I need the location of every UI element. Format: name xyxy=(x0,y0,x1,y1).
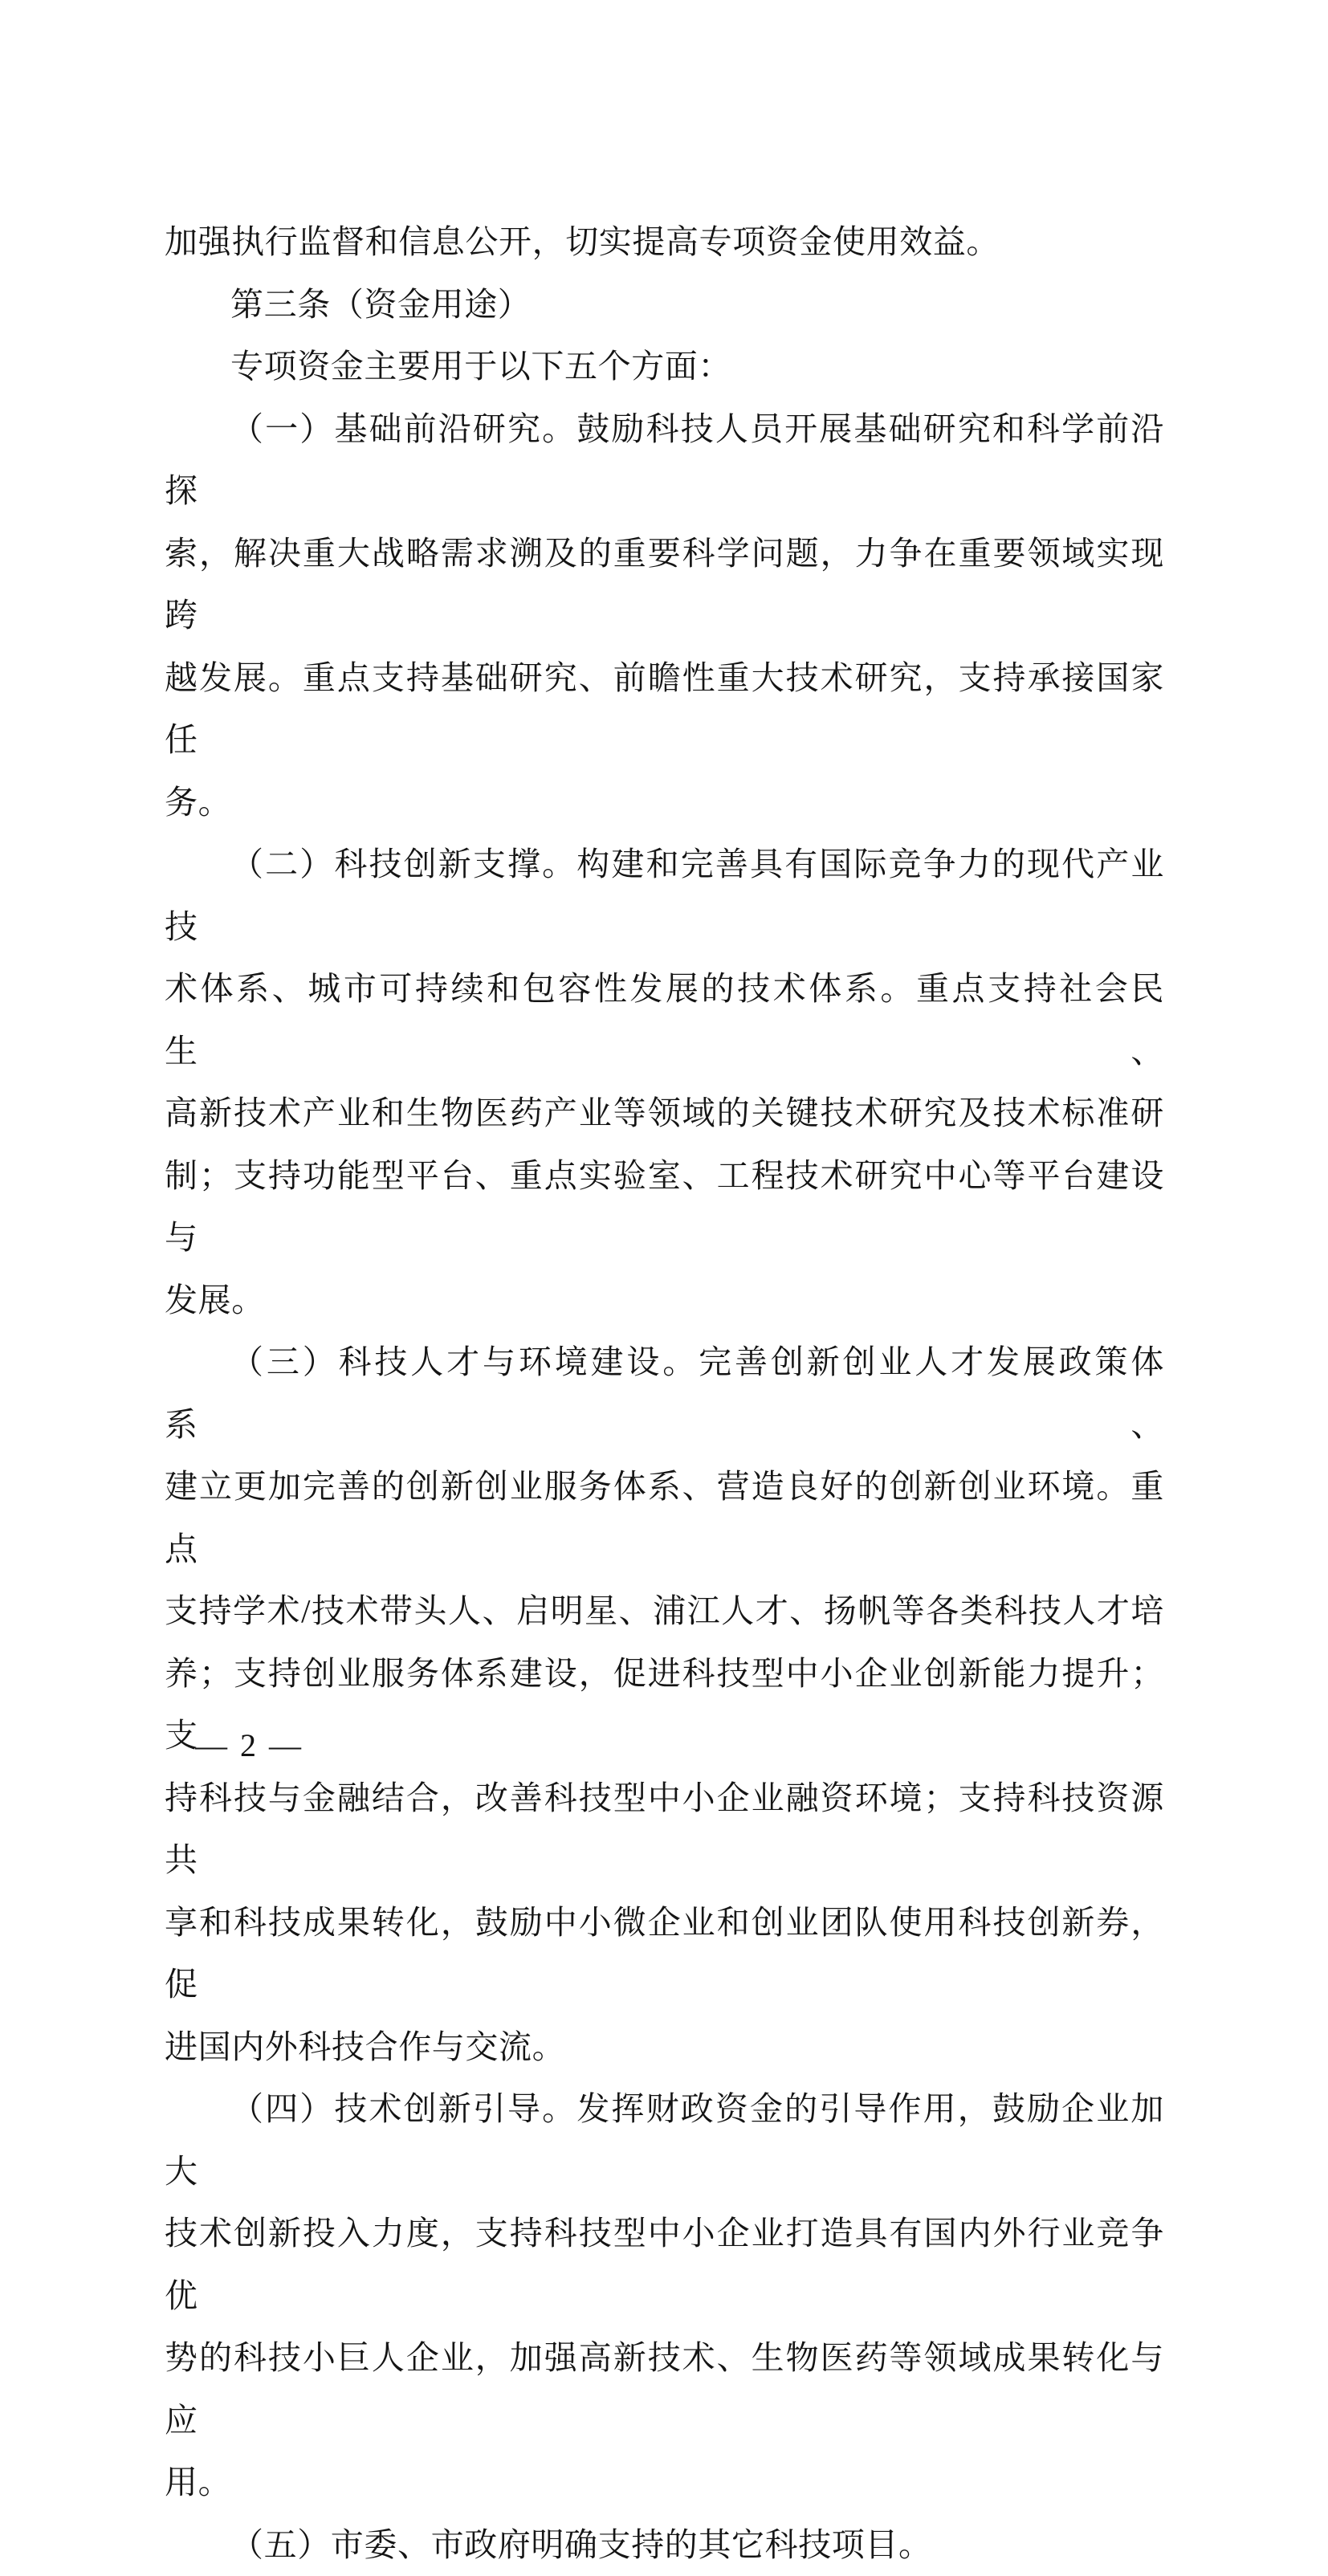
page-number: — 2 — xyxy=(195,1726,303,1764)
article-3-heading xyxy=(165,274,1164,336)
text-line: 高新技术产业和生物医药产业等领域的关键技术研究及技术标准研 xyxy=(165,1082,1164,1145)
continuation-paragraph xyxy=(165,211,1164,274)
text-line: 第三条（资金用途） xyxy=(165,274,1164,336)
funds-usage-intro xyxy=(165,336,1164,398)
text-line: 进国内外科技合作与交流。 xyxy=(165,2016,1164,2079)
text-line: 持科技与金融结合，改善科技型中小企业融资环境；支持科技资源共 xyxy=(165,1767,1164,1892)
text-line: 加强执行监督和信息公开，切实提高专项资金使用效益。 xyxy=(165,211,1164,274)
item-3-talent-and-environment xyxy=(165,1331,1164,2078)
text-line: 养；支持创业服务体系建设，促进科技型中小企业创新能力提升；支 xyxy=(165,1643,1164,1767)
text-line: 术体系、城市可持续和包容性发展的技术体系。重点支持社会民生、 xyxy=(165,958,1164,1082)
text-line: （四）技术创新引导。发挥财政资金的引导作用，鼓励企业加大 xyxy=(165,2078,1164,2203)
text-line: 享和科技成果转化，鼓励中小微企业和创业团队使用科技创新券，促 xyxy=(165,1892,1164,2016)
text-line: 技术创新投入力度，支持科技型中小企业打造具有国内外行业竞争优 xyxy=(165,2203,1164,2327)
item-5-other-projects xyxy=(165,2514,1164,2576)
text-line: 建立更加完善的创新创业服务体系、营造良好的创新创业环境。重点 xyxy=(165,1456,1164,1580)
text-line: 索，解决重大战略需求溯及的重要科学问题，力争在重要领域实现跨 xyxy=(165,523,1164,647)
text-line: 发展。 xyxy=(165,1270,1164,1332)
text-line: 专项资金主要用于以下五个方面： xyxy=(165,336,1164,398)
text-line: （二）科技创新支撑。构建和完善具有国际竞争力的现代产业技 xyxy=(165,834,1164,958)
text-line: 支持学术/技术带头人、启明星、浦江人才、扬帆等各类科技人才培 xyxy=(165,1580,1164,1643)
text-line: （三）科技人才与环境建设。完善创新创业人才发展政策体系、 xyxy=(165,1331,1164,1456)
text-line: 制；支持功能型平台、重点实验室、工程技术研究中心等平台建设与 xyxy=(165,1145,1164,1270)
item-2-tech-innovation-support xyxy=(165,834,1164,1331)
text-line: （一）基础前沿研究。鼓励科技人员开展基础研究和科学前沿探 xyxy=(165,398,1164,523)
item-1-basic-frontier-research xyxy=(165,398,1164,834)
text-line: 务。 xyxy=(165,772,1164,834)
item-4-tech-innovation-guidance xyxy=(165,2078,1164,2514)
text-line: 越发展。重点支持基础研究、前瞻性重大技术研究，支持承接国家任 xyxy=(165,647,1164,772)
text-line: 用。 xyxy=(165,2452,1164,2514)
text-line: （五）市委、市政府明确支持的其它科技项目。 xyxy=(165,2514,1164,2576)
document-body xyxy=(165,211,1164,2576)
text-line: 势的科技小巨人企业，加强高新技术、生物医药等领域成果转化与应 xyxy=(165,2327,1164,2452)
